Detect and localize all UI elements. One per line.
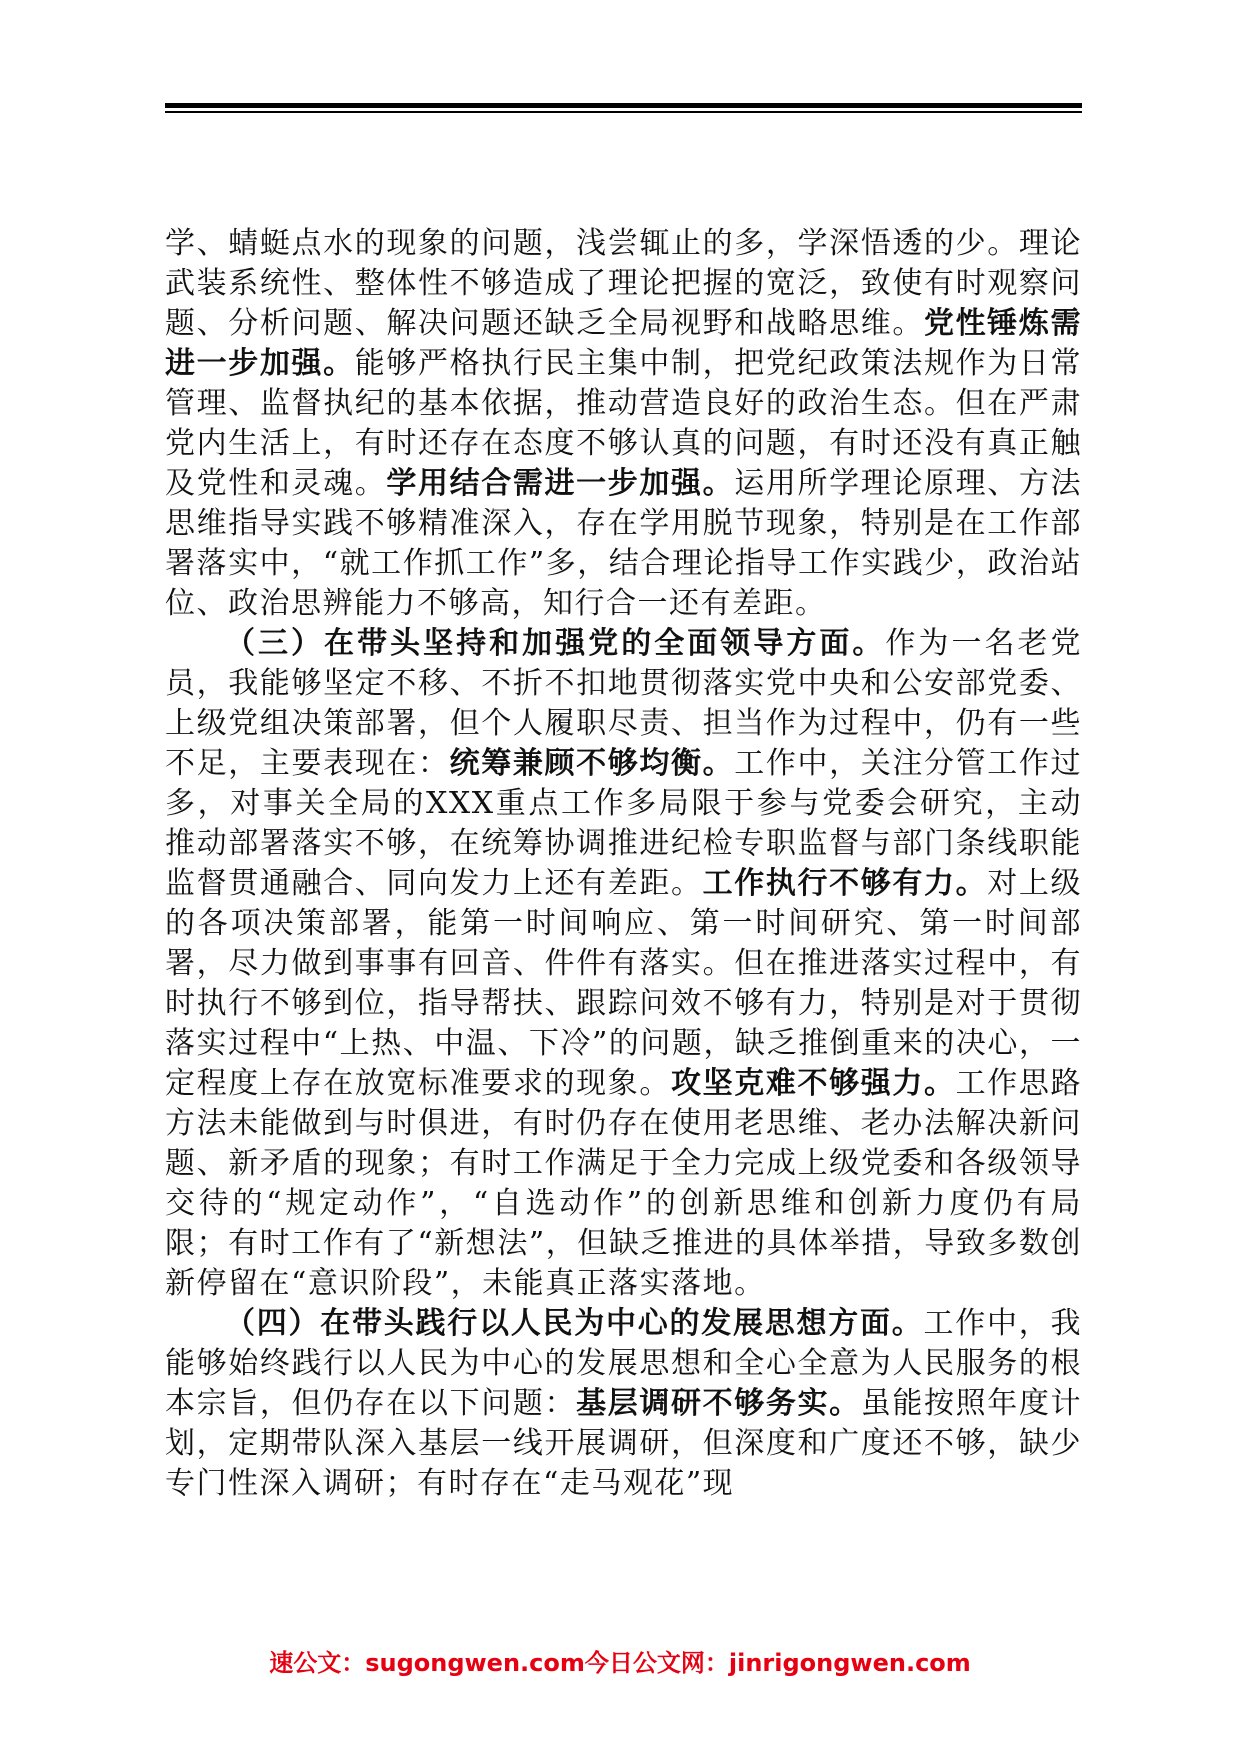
bold-heading-run: 学用结合需进一步加强。 (386, 466, 735, 501)
bold-heading-run: 基层调研不够务实。 (576, 1386, 861, 1421)
text-run: 工作中，我能够始终践行以人民为中心的发展思想和全心全意为人民服务的根本宗旨，但仍存在以下问题： (165, 1306, 1082, 1421)
text-run: 能够严格执行民主集中制，把党纪政策法规作为日常管理、监督执纪的基本依据，推动营造良好的政治生态。但在严肃党内生活上，有时还存在态度不够认真的问题，有时还没有真正触及党性和灵魂。 (165, 346, 1082, 501)
paragraph-3 (165, 1304, 1082, 1504)
text-run: 工作中，关注分管工作过多，对事关全局的XXX重点工作多局限于参与党委会研究，主动推动部署落实不够，在统筹协调推进纪检专职监督与部门条线职能监督贯通融合、同向发力上还有差距。 (165, 746, 1082, 901)
text-run: 工作思路方法未能做到与时俱进，有时仍存在使用老思维、老办法解决新问题、新矛盾的现象；有时工作满足于全力完成上级党委和各级领导交待的“规定动作”，“自选动作”的创新思维和创新力度仍有局限；有时工作有了“新想法”，但缺乏推进的具体举措，导致多数创新停留在“意识阶段”，未能真正落实落地。 (165, 1066, 1082, 1301)
text-run: 虽能按照年度计划，定期带队深入基层一线开展调研，但深度和广度还不够，缺少专门性深入调研；有时存在“走马观花”现 (165, 1386, 1082, 1501)
section-heading-3: （三）在带头坚持和加强党的全面领导方面。 (225, 626, 886, 661)
paragraph-1 (165, 224, 1082, 624)
paragraph-2 (165, 624, 1082, 1304)
footer-watermark-link[interactable]: 速公文：sugongwen.com今日公文网：jinrigongwen.com (269, 1649, 971, 1677)
text-run: 作为一名老党员，我能够坚定不移、不折不扣地贯彻落实党中央和公安部党委、上级党组决策部署，但个人履职尽责、担当作为过程中，仍有一些不足，主要表现在： (165, 626, 1083, 781)
section-heading-4: （四）在带头践行以人民为中心的发展思想方面。 (225, 1306, 924, 1341)
bold-heading-run: 攻坚克难不够强力。 (671, 1066, 956, 1101)
text-run: 学、蜻蜓点水的现象的问题，浅尝辄止的多，学深悟透的少。理论武装系统性、整体性不够造成了理论把握的宽泛，致使有时观察问题、分析问题、解决问题还缺乏全局视野和战略思维。 (165, 226, 1082, 341)
document-body (165, 224, 1082, 1504)
header-rule-thick (165, 103, 1082, 108)
bold-heading-run: 工作执行不够有力。 (702, 866, 988, 901)
text-run: 对上级的各项决策部署，能第一时间响应、第一时间研究、第一时间部署，尽力做到事事有回音、件件有落实。但在推进落实过程中，有时执行不够到位，指导帮扶、跟踪问效不够有力，特别是对于贯彻落实过程中“上热、中温、下冷”的问题，缺乏推倒重来的决心，一定程度上存在放宽标准要求的现象。 (165, 866, 1082, 1101)
bold-heading-run: 党性锤炼需进一步加强。 (165, 306, 1082, 381)
header-rule-thin (165, 111, 1082, 113)
bold-heading-run: 统筹兼顾不够均衡。 (449, 746, 735, 781)
text-run: 运用所学理论原理、方法思维指导实践不够精准深入，存在学用脱节现象，特别是在工作部署落实中，“就工作抓工作”多，结合理论指导工作实践少，政治站位、政治思辨能力不够高，知行合一还有差距。 (165, 466, 1082, 621)
